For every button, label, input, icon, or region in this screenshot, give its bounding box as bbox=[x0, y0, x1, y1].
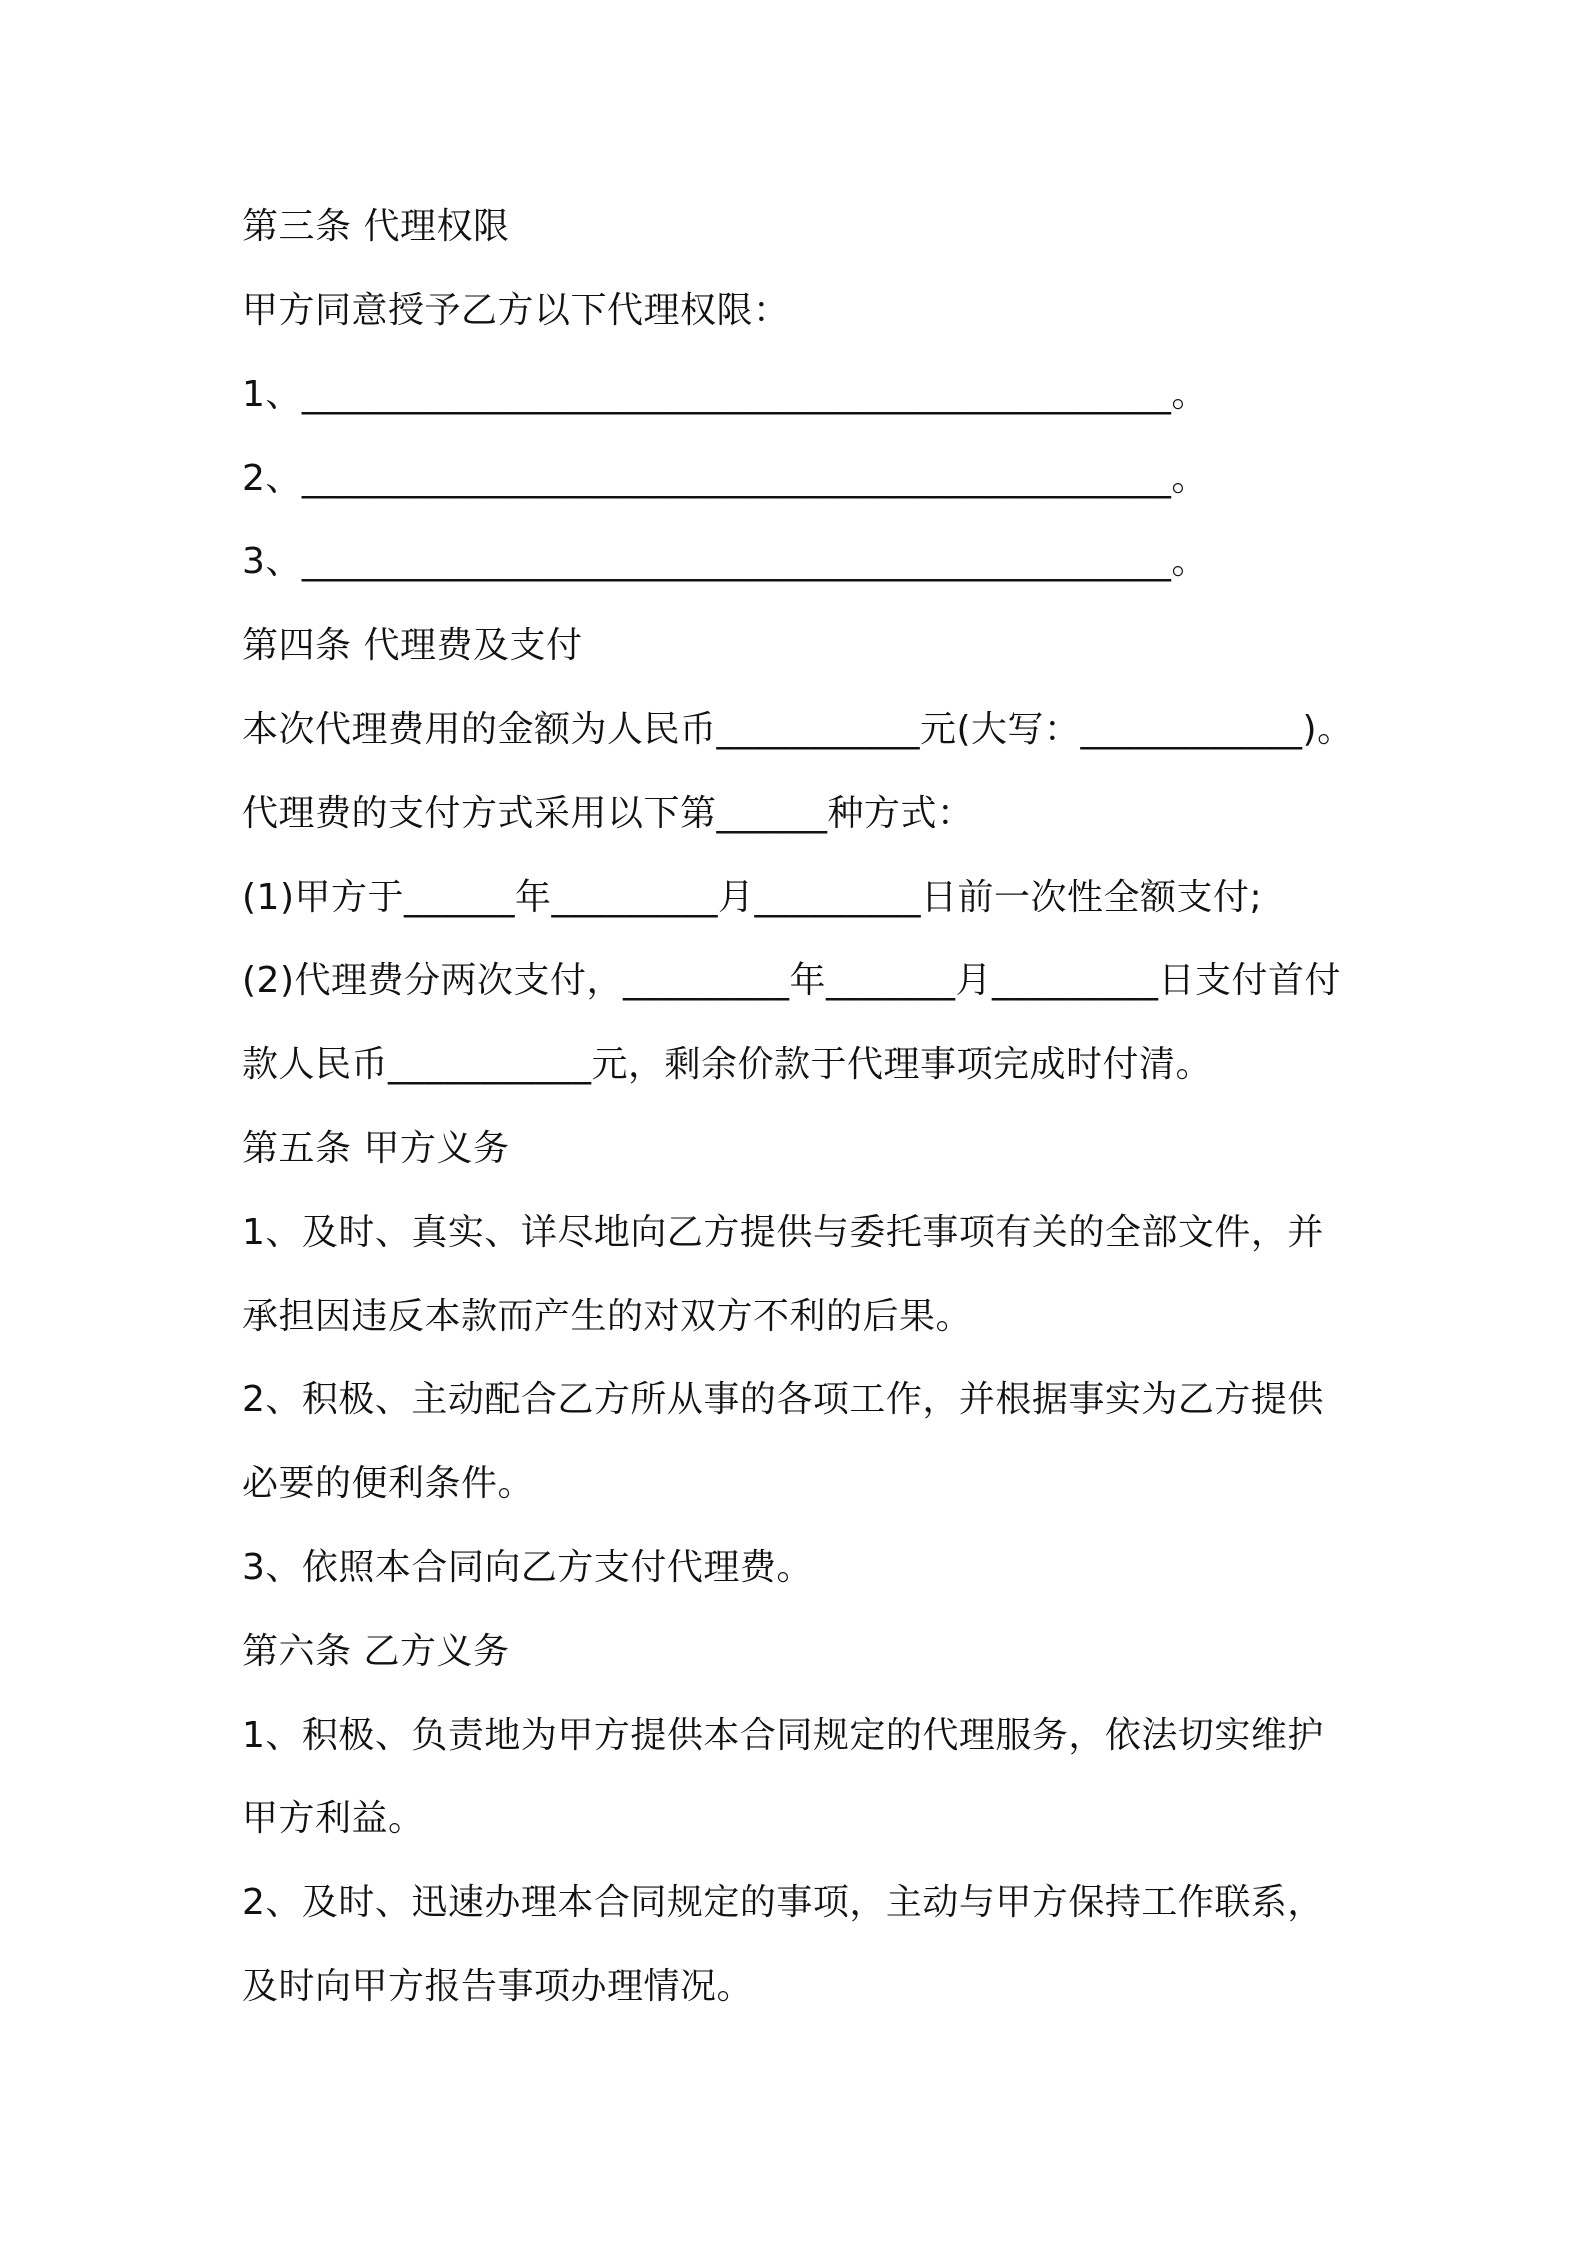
article-6-item-1-line-1: 1、积极、负责地为甲方提供本合同规定的代理服务，依法切实维护 bbox=[242, 1715, 1324, 1756]
article-5-item-2-line-2: 必要的便利条件。 bbox=[242, 1463, 535, 1504]
article-3-item-3: 3、_______________________________________________。 bbox=[242, 541, 1208, 582]
article-3-item-1: 1、_______________________________________________。 bbox=[242, 374, 1208, 415]
article-4-option-2-line-1: (2)代理费分两次支付，_________年_______月_________日支付首付 bbox=[242, 960, 1341, 1001]
article-3-intro: 甲方同意授予乙方以下代理权限： bbox=[242, 290, 790, 331]
article-6-item-1-line-2: 甲方利益。 bbox=[242, 1798, 425, 1839]
article-4-payment-method: 代理费的支付方式采用以下第______种方式： bbox=[242, 793, 974, 834]
article-3-heading: 第三条 代理权限 bbox=[242, 206, 510, 247]
article-5-item-1-line-2: 承担因违反本款而产生的对双方不利的后果。 bbox=[242, 1296, 973, 1337]
article-4-option-2-line-2: 款人民币___________元，剩余价款于代理事项完成时付清。 bbox=[242, 1044, 1213, 1085]
article-5-heading: 第五条 甲方义务 bbox=[242, 1128, 510, 1169]
article-5-item-2-line-1: 2、积极、主动配合乙方所从事的各项工作，并根据事实为乙方提供 bbox=[242, 1379, 1324, 1420]
article-6-heading: 第六条 乙方义务 bbox=[242, 1631, 510, 1672]
article-4-option-1: (1)甲方于______年_________月_________日前一次性全额支付; bbox=[242, 877, 1263, 918]
article-3-item-2: 2、_______________________________________________。 bbox=[242, 458, 1208, 499]
article-5-item-3: 3、依照本合同向乙方支付代理费。 bbox=[242, 1547, 813, 1588]
article-5-item-1-line-1: 1、及时、真实、详尽地向乙方提供与委托事项有关的全部文件，并 bbox=[242, 1212, 1324, 1253]
article-4-heading: 第四条 代理费及支付 bbox=[242, 625, 583, 666]
article-6-item-2-line-2: 及时向甲方报告事项办理情况。 bbox=[242, 1966, 754, 2007]
article-4-fee-amount: 本次代理费用的金额为人民币___________元(大写：____________)。 bbox=[242, 709, 1354, 750]
article-6-item-2-line-1: 2、及时、迅速办理本合同规定的事项，主动与甲方保持工作联系， bbox=[242, 1882, 1324, 1923]
